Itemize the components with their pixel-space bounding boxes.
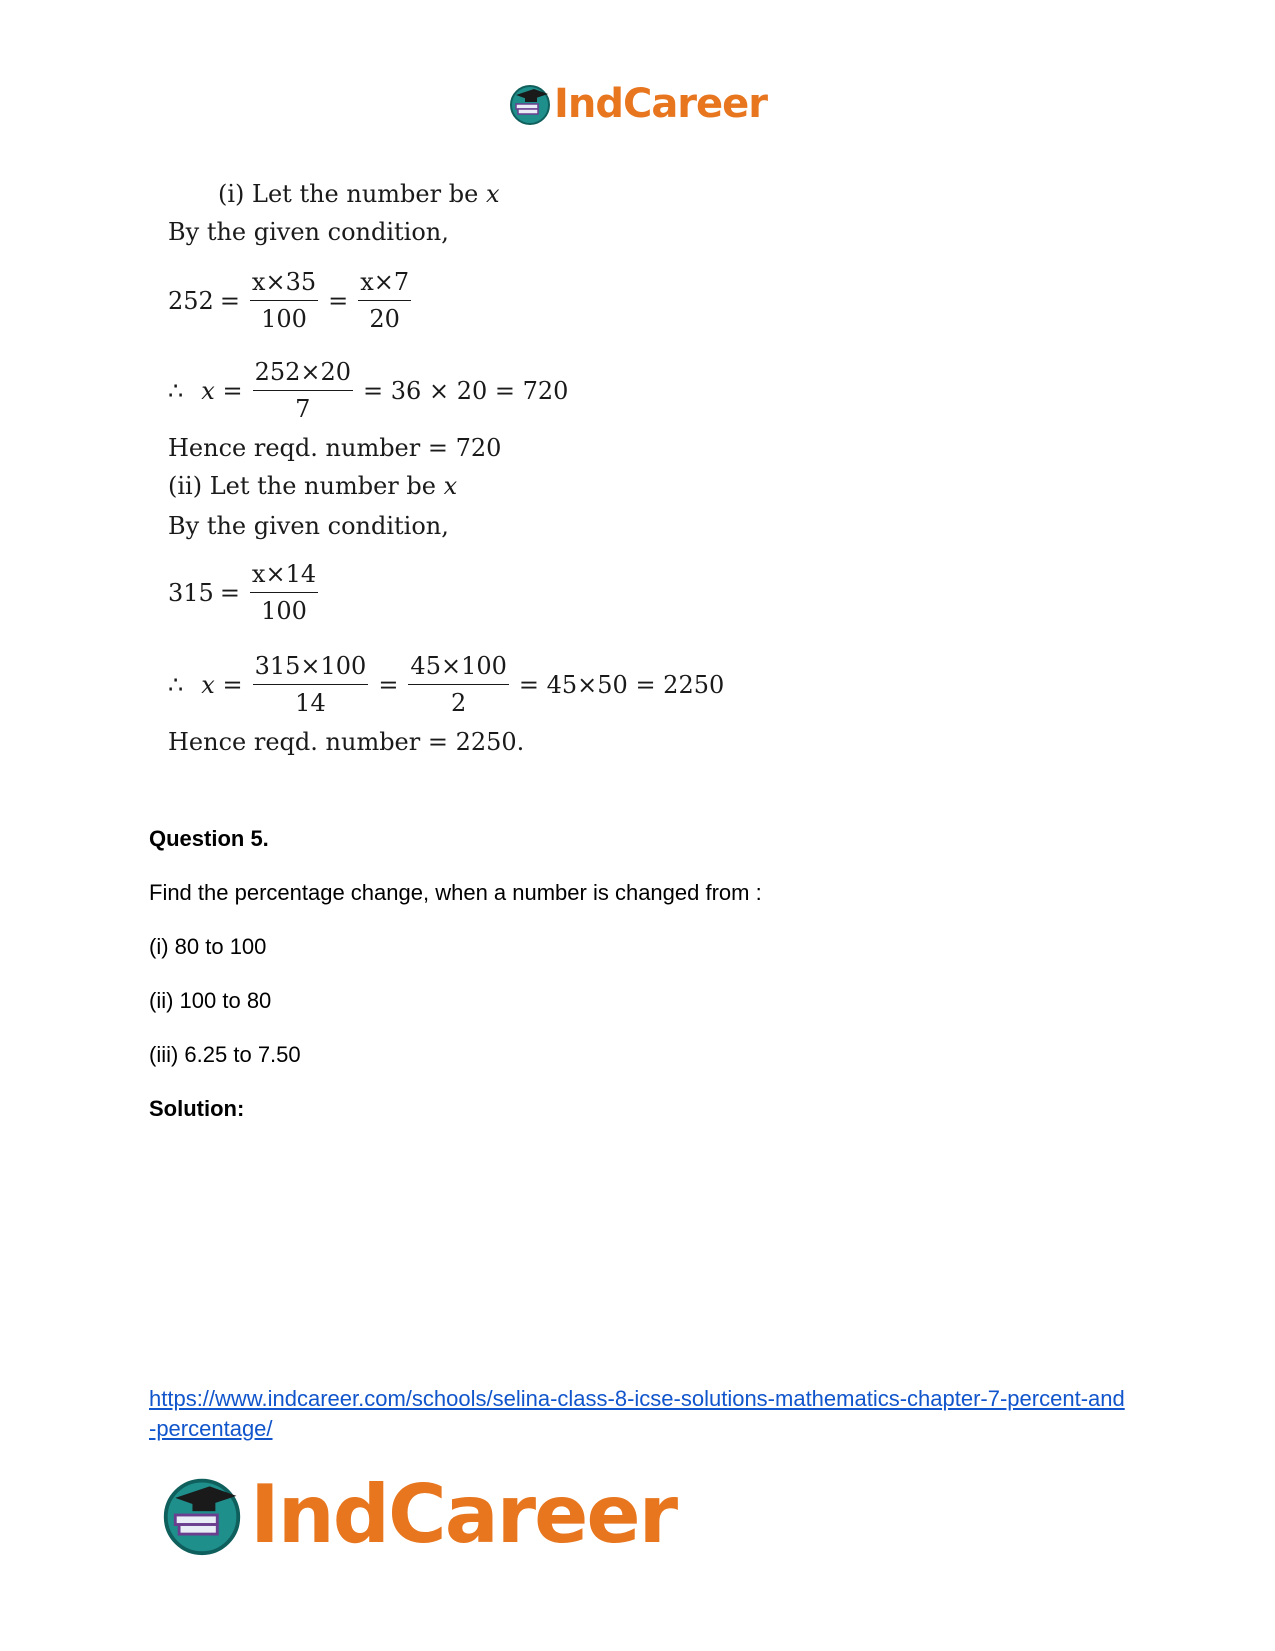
- equation-2: ∴ x = $\frac{252\times 20}{7}$ = 36 × 20 = 720: [168, 358, 569, 423]
- fraction: $\frac{315\times 100}{14}$: [254, 652, 367, 717]
- part1-intro: (i) Let the number be x: [218, 180, 500, 208]
- logo-text: IndCareer: [250, 1468, 677, 1561]
- fraction: $\frac{252\times 20}{7}$: [254, 358, 352, 423]
- question-item: (i) 80 to 100: [149, 934, 267, 959]
- footer-logo: [160, 1468, 676, 1560]
- fraction: $\frac{x\times 14}{100}$: [251, 560, 317, 625]
- equation-1: 252 = $\frac{x\times 35}{100}$ = $\frac{x\times 7}{20}$: [168, 268, 410, 333]
- solution-label: Solution:: [149, 1096, 245, 1121]
- fraction: $\frac{x\times 35}{100}$: [251, 268, 317, 333]
- fraction: $\frac{x\times 7}{20}$: [360, 268, 410, 333]
- fraction: $\frac{45\times 100}{2}$: [410, 652, 507, 717]
- question-title: Question 5.: [149, 826, 269, 851]
- result-1: Hence reqd. number = 720: [168, 434, 502, 462]
- part2-intro: (ii) Let the number be x: [168, 472, 458, 500]
- condition-line-2: By the given condition,: [168, 512, 449, 540]
- result-2: Hence reqd. number = 2250.: [168, 728, 525, 756]
- logo: [508, 81, 767, 127]
- logo: [160, 1468, 676, 1561]
- logo-globe-icon: [508, 82, 552, 126]
- condition-line: By the given condition,: [168, 218, 449, 246]
- question-text: Find the percentage change, when a number is changed from :: [149, 880, 762, 905]
- source-link[interactable]: https://www.indcareer.com/schools/selina-class-8-icse-solutions-mathematics-chapter-7-percent-and-percentage/: [149, 1386, 1125, 1441]
- logo-text: IndCareer: [553, 81, 768, 127]
- equation-4: ∴ x = $\frac{315\times 100}{14}$ = $\frac{45\times 100}{2}$ = 45×50 = 2250: [168, 652, 725, 717]
- equation-3: 315 = $\frac{x\times 14}{100}$: [168, 560, 317, 625]
- question-item: (ii) 100 to 80: [149, 988, 272, 1013]
- header-logo: [0, 78, 1275, 130]
- question-item: (iii) 6.25 to 7.50: [149, 1042, 301, 1067]
- logo-globe-icon: [160, 1473, 244, 1557]
